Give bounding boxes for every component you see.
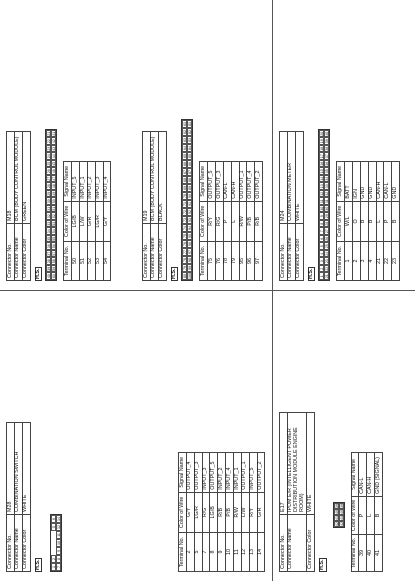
vertical-divider (272, 0, 273, 581)
connector-pin-diagram: 1 2 5 6 7 8 9 10 11 12 14 (50, 514, 62, 572)
hs-icon: H.S. (307, 268, 314, 279)
connector-no: M28 (7, 423, 15, 515)
pin: 22 (47, 139, 52, 144)
table-row: 2 O IGN (352, 162, 360, 281)
col-header: Color of Wire (64, 201, 72, 241)
connector-color: WHITE (307, 413, 315, 515)
connector-name: COMBINATION SWITCH (14, 423, 22, 515)
connector-color: BLACK (158, 132, 166, 224)
connector-color: GREEN (22, 132, 30, 224)
signal-table-m19: Terminal No. Color of Wire Signal Name 75 R/Y OUTPUT_5 76 R/G OUTPUT_3 78 P CAN-L 79 L CAN-H 95 R/W OUTPUT_1 96 P/B OUTPUT_4 97 R/B OUTPUT_2 (199, 161, 263, 281)
pin: 44 (52, 154, 57, 159)
pin: 32 (47, 214, 52, 219)
pin: 36 (47, 244, 52, 249)
connector-no: M24 (280, 132, 288, 224)
pin: 60 (52, 274, 57, 279)
table-row: 7 R/G INPUT_3 (202, 453, 210, 572)
pin: 59 (52, 266, 57, 271)
connector-pin-diagram: 1 2 3 4 5 6 7 8 9 10 11 12 13 14 15 16 17 18 19 20 21 22 23 24 25 26 27 28 29 30 31 32 33 34 35 36 37 38 39 40 (318, 129, 330, 281)
hs-icon: H.S. (34, 268, 41, 279)
pin: 21 (47, 131, 52, 136)
pin: 28 (47, 184, 52, 189)
pin: 30 (47, 199, 52, 204)
table-row: 41 B GND (SIGNAL) (375, 453, 383, 572)
pin: 47 (52, 176, 57, 181)
col-header: Terminal No. (64, 242, 72, 281)
connector-header-e17: Connector No. E17 Connector Name IPDM E/R (INTELLIGENT POWER DISTRIBUTION MODULE ENGINE ROOM) Connector Color WHITE (279, 412, 315, 572)
table-row: 2 G/Y OUTPUT_4 (186, 453, 194, 572)
table-row: 1 W/L BATT (345, 162, 353, 281)
pin: 37 (47, 251, 52, 256)
signal-table-e17: Terminal No. Color of Wire Signal Name 39 P CAN-L 40 L CAN-H 41 B GND (SIGNAL) (351, 452, 383, 572)
panel-m18 (2, 2, 135, 287)
pin: 39 (47, 266, 52, 271)
pin: 57 (52, 251, 57, 256)
pin: 34 (47, 229, 52, 234)
connector-pin-diagram: 42 41 40 39 42 41 40 39 (334, 504, 344, 526)
pin: 42 (52, 139, 57, 144)
label: Connector Color (22, 224, 30, 281)
connector-pin-diagram (45, 129, 57, 281)
table-row: 79 L CAN-H (231, 162, 239, 281)
panel-m19 (138, 2, 271, 287)
pin: 40 (47, 274, 52, 279)
table-row: 97 R/B OUTPUT_2 (255, 162, 263, 281)
panel-e17 (275, 293, 413, 578)
table-row: 95 R/W OUTPUT_1 (239, 162, 247, 281)
panel-m24 (275, 2, 413, 287)
pin: 54 (52, 229, 57, 234)
table-row: 3 B GND (360, 162, 368, 281)
connector-header-m28: Connector No. M28 Connector Name COMBINATION SWITCH Connector Color WHITE (6, 422, 31, 572)
table-row: 40 L CAN-H (367, 453, 375, 572)
pin: 52 (52, 214, 57, 219)
pin: 26 (47, 169, 52, 174)
pin: 46 (52, 169, 57, 174)
table-row: 52 G/R INPUT_2 (87, 162, 95, 281)
hs-icon: H.S. (34, 559, 41, 570)
table-row: 76 R/G OUTPUT_3 (215, 162, 223, 281)
table-row: 10 P/B INPUT_4 (226, 453, 234, 572)
table-row: 4 B GND (368, 162, 376, 281)
pin: 43 (52, 146, 57, 151)
connector-name: COMBINATION METER (287, 132, 295, 224)
label: Connector Name (14, 224, 22, 281)
signal-table-m18 (63, 161, 111, 281)
table-row: 53 LG/R INPUT_3 (95, 162, 103, 281)
pin: 48 (52, 184, 57, 189)
table-row: 22 P CAN-L (384, 162, 392, 281)
pin: 38 (47, 259, 52, 264)
connector-no: E17 (280, 413, 288, 515)
panel-m28 (2, 293, 135, 578)
pin: 24 (47, 154, 52, 159)
table-row: 39 P CAN-L (359, 453, 367, 572)
table-row: 11 R/W INPUT_1 (234, 453, 242, 572)
table-row: 23 B GND (392, 162, 400, 281)
hs-icon: H.S. (170, 268, 177, 279)
connector-header-m19: Connector No. M19 Connector Name BCM (BODY CONTROL MODULE) Connector Color BLACK (142, 131, 167, 281)
pin: 49 (52, 191, 57, 196)
connector-pin-diagram: 80 79 78 77 76 75 74 73 72 71 70 69 68 67 66 65 64 63 62 61 100 99 98 97 96 95 94 93 92 91 90 89 88 87 86 85 84 83 82 81 (181, 119, 193, 281)
connector-header-m24: Connector No. M24 Connector Name COMBINATION METER Connector Color WHITE (279, 131, 304, 281)
horizontal-divider (0, 290, 415, 291)
connector-name: BCM (BODY CONTROL MODULE) (14, 132, 22, 224)
connector-color: WHITE (295, 132, 303, 224)
table-row: 5 LG/R OUTPUT_3 (194, 453, 202, 572)
table-row: 13 R/Y INPUT_5 (249, 453, 257, 572)
table-row: 21 L CAN-H (376, 162, 384, 281)
pin: 45 (52, 161, 57, 166)
connector-name: IPDM E/R (INTELLIGENT POWER DISTRIBUTION MODULE ENGINE ROOM) (287, 413, 306, 515)
pin: 51 (52, 206, 57, 211)
col-header: Signal Name (64, 162, 72, 202)
pin: 58 (52, 259, 57, 264)
pin: 25 (47, 161, 52, 166)
hs-icon: H.S. (318, 559, 325, 570)
pin: 50 (52, 199, 57, 204)
connector-no: M19 (143, 132, 151, 224)
table-row: 8 LG/B OUTPUT_5 (210, 453, 218, 572)
table-row: 96 P/B OUTPUT_4 (247, 162, 255, 281)
pin: 27 (47, 176, 52, 181)
table-row: 51 L/W INPUT_1 (79, 162, 87, 281)
table-row: 9 R/B INPUT_2 (218, 453, 226, 572)
signal-table-m24: Terminal No. Color of Wire Signal Name 1 W/L BATT 2 O IGN 3 B GND 4 B GND 21 L CAN-H 22 P CAN-L 23 B GND (336, 161, 400, 281)
pin: 56 (52, 244, 57, 249)
connector-color: WHITE (22, 423, 30, 515)
connector-header-m18 (6, 131, 31, 281)
table-row: 54 G/Y INPUT_4 (103, 162, 111, 281)
pin: 35 (47, 236, 52, 241)
pin: 29 (47, 191, 52, 196)
connector-no: M18 (7, 132, 15, 224)
table-row: 78 P CAN-L (223, 162, 231, 281)
panel-m28-signals (138, 293, 271, 578)
table-row: 50 LG/B INPUT_5 (72, 162, 80, 281)
pin: 23 (47, 146, 52, 151)
label: Connector No. (7, 224, 15, 281)
pin: 31 (47, 206, 52, 211)
pin: 53 (52, 221, 57, 226)
table-row: 14 G/R OUTPUT_2 (257, 453, 265, 572)
pin: 33 (47, 221, 52, 226)
table-row: 75 R/Y OUTPUT_5 (208, 162, 216, 281)
table-row: 12 L/W OUTPUT_1 (241, 453, 249, 572)
signal-table-m28: Terminal No. Color of Wire Signal Name 2 G/Y OUTPUT_4 5 LG/R OUTPUT_3 7 R/G INPUT_3 8 LG/B OUTPUT_5 9 R/B INPUT_2 10 P/B INPUT_4 11 R/W INPUT_1 12 L/W OUTPUT_1 13 R/Y INPUT_5 14 G/R OUTPUT_2 (178, 452, 265, 572)
pin: 41 (52, 131, 57, 136)
pin: 55 (52, 236, 57, 241)
connector-name: BCM (BODY CONTROL MODULE) (150, 132, 158, 224)
